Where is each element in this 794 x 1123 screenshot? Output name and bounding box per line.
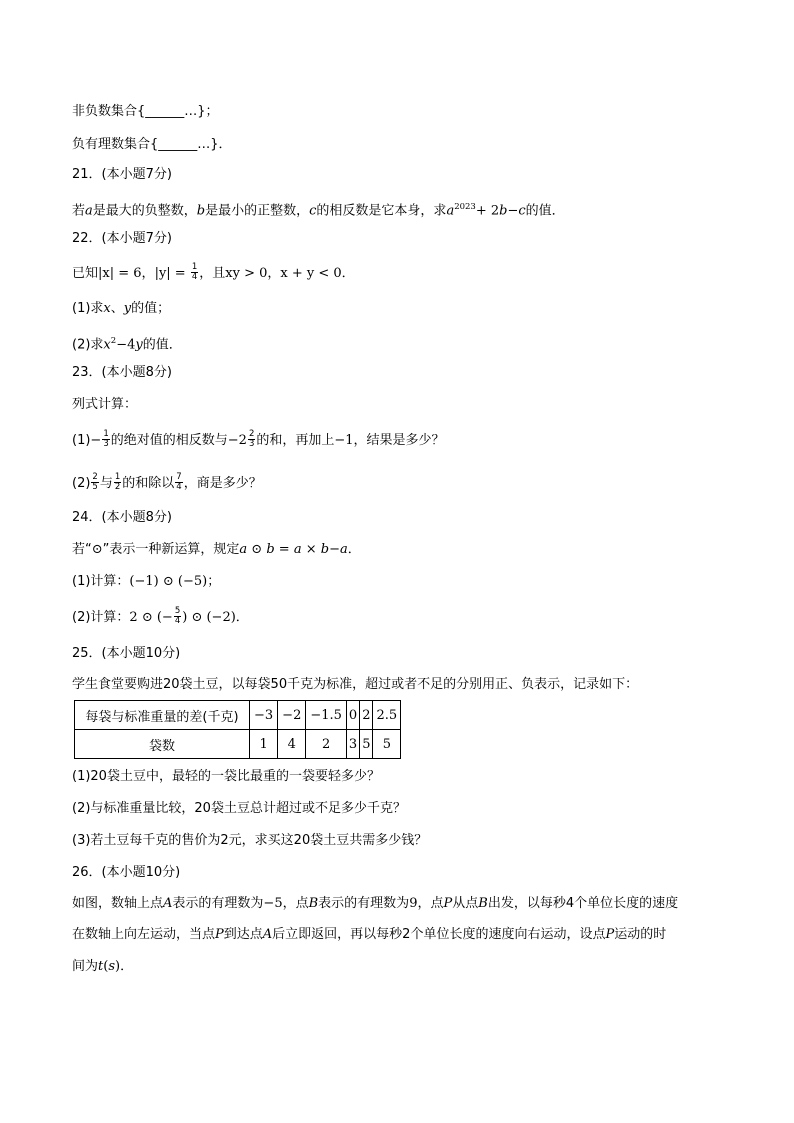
math: − xyxy=(90,433,102,448)
math: |y| = xyxy=(154,266,186,281)
text: ，商是多少？ xyxy=(183,476,262,491)
table-cell: −3 xyxy=(250,701,278,730)
math: −2 xyxy=(227,433,247,448)
var: x xyxy=(103,337,111,353)
answer-blank: ______ xyxy=(158,137,198,152)
var: t xyxy=(98,959,104,974)
text: 到达点 xyxy=(223,927,263,942)
math: xy > 0 xyxy=(225,266,268,281)
text: 从点 xyxy=(452,896,479,911)
negrational-set-line xyxy=(72,136,232,154)
label: …}． xyxy=(197,137,232,152)
q25-part3: (3)若土豆每千克的售价为2元，求买这20袋土豆共需多少钱？ xyxy=(72,833,428,848)
numerator: 1 xyxy=(103,429,109,439)
var: c xyxy=(518,203,526,219)
var: b xyxy=(499,203,508,219)
text: (1)求 xyxy=(72,301,104,316)
row-label: 每袋与标准重量的差(千克) xyxy=(75,701,250,730)
text: 在数轴上向左运动，当点 xyxy=(72,927,216,942)
var: a xyxy=(340,542,348,557)
table-cell: −2 xyxy=(278,701,306,730)
denominator: 3 xyxy=(248,439,255,449)
text: 运动的时 xyxy=(614,927,667,942)
text: (2)计算： xyxy=(72,610,130,625)
q24-def xyxy=(72,541,361,559)
math: − xyxy=(507,203,519,219)
text: (1) xyxy=(72,433,91,448)
text: 已知 xyxy=(72,266,99,281)
text: 的值． xyxy=(525,203,565,219)
var: b xyxy=(320,542,330,557)
q22-part1 xyxy=(72,300,170,318)
math: (−1) ⊙ (−5) xyxy=(129,574,208,589)
table-row xyxy=(75,730,401,759)
table-cell: 5 xyxy=(373,730,401,759)
table-cell: 5 xyxy=(360,730,373,759)
math: −1 xyxy=(334,433,354,448)
numerator: 1 xyxy=(191,262,198,272)
math: |x| = 6 xyxy=(98,266,142,281)
text: 的和，再加上 xyxy=(256,433,335,448)
q25-part1: (1)20袋土豆中，最轻的一袋比最重的一袋要轻多少？ xyxy=(72,769,380,784)
table-cell: 2.5 xyxy=(373,701,401,730)
numerator: 7 xyxy=(176,472,182,482)
q26-line3 xyxy=(72,958,133,976)
denominator: 4 xyxy=(176,482,182,492)
fraction xyxy=(175,473,182,492)
text: ， xyxy=(141,266,155,281)
text: 、 xyxy=(110,301,124,316)
text: ． xyxy=(235,610,249,625)
var: B xyxy=(308,896,319,911)
table-cell: 3 xyxy=(346,730,359,759)
var: y xyxy=(135,337,143,353)
q26-header: 26．(本小题10分) xyxy=(72,865,181,880)
denominator: 4 xyxy=(191,272,198,282)
text: 的绝对值的相反数与 xyxy=(110,433,228,448)
var: x xyxy=(103,301,111,316)
denominator: 2 xyxy=(114,482,121,492)
text: ． xyxy=(341,266,355,281)
q24-part2 xyxy=(72,608,249,626)
fraction xyxy=(91,473,98,492)
math: ) ⊙ (−2) xyxy=(182,610,236,625)
text: 的和除以 xyxy=(122,476,175,491)
nonneg-set-line xyxy=(72,103,219,121)
q22-given xyxy=(72,264,355,282)
text: ； xyxy=(207,574,221,589)
label: …}； xyxy=(184,104,219,119)
text: 后立即返回，再以每秒2个单位长度的速度向右运动，设点 xyxy=(272,927,606,942)
fraction xyxy=(174,607,181,626)
text: ， xyxy=(267,266,281,281)
text: (1)计算： xyxy=(72,574,130,589)
table-cell: 2 xyxy=(360,701,373,730)
fraction xyxy=(248,430,255,449)
table-row xyxy=(75,701,401,730)
var: P xyxy=(605,927,615,942)
numerator: 2 xyxy=(248,429,255,439)
text: 的值； xyxy=(131,301,171,316)
text: (2)求 xyxy=(72,337,104,353)
q26-line1 xyxy=(72,895,678,913)
text: ，点 xyxy=(282,896,309,911)
row-label: 袋数 xyxy=(75,730,250,759)
math: + 2 xyxy=(475,203,500,219)
text: (2) xyxy=(72,476,91,491)
table-cell: 4 xyxy=(278,730,306,759)
text: 若“ xyxy=(72,542,92,557)
answer-blank: ______ xyxy=(145,104,185,119)
q21-text xyxy=(72,198,565,219)
math: ) xyxy=(115,959,121,974)
var: a xyxy=(85,203,93,219)
numerator: 5 xyxy=(174,606,181,616)
q24-header: 24．(本小题8分) xyxy=(72,510,172,525)
math: = xyxy=(274,542,294,557)
math: x + y < 0 xyxy=(280,266,342,281)
var: B xyxy=(478,896,488,911)
denominator: 3 xyxy=(103,439,109,449)
text: ，结果是多少？ xyxy=(353,433,445,448)
label: 负有理数集合{ xyxy=(72,137,159,152)
text: 间为 xyxy=(72,959,99,974)
text: ． xyxy=(347,542,361,557)
var: a xyxy=(239,542,248,557)
text: 出发，以每秒4个单位长度的速度 xyxy=(487,896,679,911)
denominator: 4 xyxy=(174,616,181,626)
var: P xyxy=(215,927,224,942)
exponent: 2 xyxy=(110,336,117,346)
fraction xyxy=(114,473,121,492)
q23-part2 xyxy=(72,474,262,492)
math: × xyxy=(301,542,321,557)
potato-weight-table xyxy=(74,700,401,759)
var: A xyxy=(163,896,173,911)
fraction xyxy=(191,263,198,282)
math: −4 xyxy=(116,337,136,353)
label: 非负数集合{ xyxy=(72,104,146,119)
var: a xyxy=(293,542,302,557)
q26-line2 xyxy=(72,926,666,944)
math: ( xyxy=(103,959,109,974)
var: s xyxy=(108,959,115,974)
var: A xyxy=(262,927,273,942)
numerator: 1 xyxy=(114,472,121,482)
math: 9 xyxy=(409,896,418,911)
var: y xyxy=(123,301,132,316)
text: 表示的有理数为 xyxy=(172,896,264,911)
q24-part1 xyxy=(72,573,220,591)
text: 若 xyxy=(72,203,86,219)
table-cell: 1 xyxy=(250,730,278,759)
text: 与 xyxy=(99,476,113,491)
text: 是最小的正整数， xyxy=(205,203,310,219)
q23-header: 23．(本小题8分) xyxy=(72,365,172,380)
text: ，且 xyxy=(199,266,226,281)
math: ⊙ xyxy=(247,542,267,557)
text: 如图，数轴上点 xyxy=(72,896,164,911)
exponent: 2023 xyxy=(454,202,476,212)
math: − xyxy=(329,542,341,557)
math: 2 ⊙ (− xyxy=(129,610,173,625)
op-symbol: ⊙ xyxy=(91,542,103,557)
q22-header: 22．(本小题7分) xyxy=(72,231,172,246)
table-cell: −1.5 xyxy=(306,701,347,730)
q21-header: 21．(本小题7分) xyxy=(72,167,172,182)
q25-part2: (2)与标准重量比较，20袋土豆总计超过或不足多少千克？ xyxy=(72,801,406,816)
table-cell: 0 xyxy=(346,701,359,730)
table-cell: 2 xyxy=(306,730,347,759)
q25-header: 25．(本小题10分) xyxy=(72,646,181,661)
var: b xyxy=(196,203,206,219)
fraction xyxy=(102,430,109,449)
q22-part2 xyxy=(72,332,182,353)
math: −5 xyxy=(263,896,283,911)
text: ． xyxy=(120,959,134,974)
var: a xyxy=(446,203,455,219)
var: P xyxy=(443,896,453,911)
q23-intro: 列式计算： xyxy=(72,397,138,412)
text: 的相反数是它本身，求 xyxy=(316,203,447,219)
q23-part1 xyxy=(72,431,445,449)
text: ，点 xyxy=(417,896,444,911)
text: 是最大的负整数， xyxy=(92,203,197,219)
q25-intro: 学生食堂要购进20袋土豆，以每袋50千克为标准，超过或者不足的分别用正、负表示，记录如下： xyxy=(72,677,639,692)
var: b xyxy=(266,542,275,557)
text: ”表示一种新运算，规定 xyxy=(102,542,240,557)
text: 的值． xyxy=(142,337,182,353)
var: c xyxy=(309,203,317,219)
denominator: 5 xyxy=(92,482,98,492)
numerator: 2 xyxy=(92,472,98,482)
text: 表示的有理数为 xyxy=(318,896,410,911)
